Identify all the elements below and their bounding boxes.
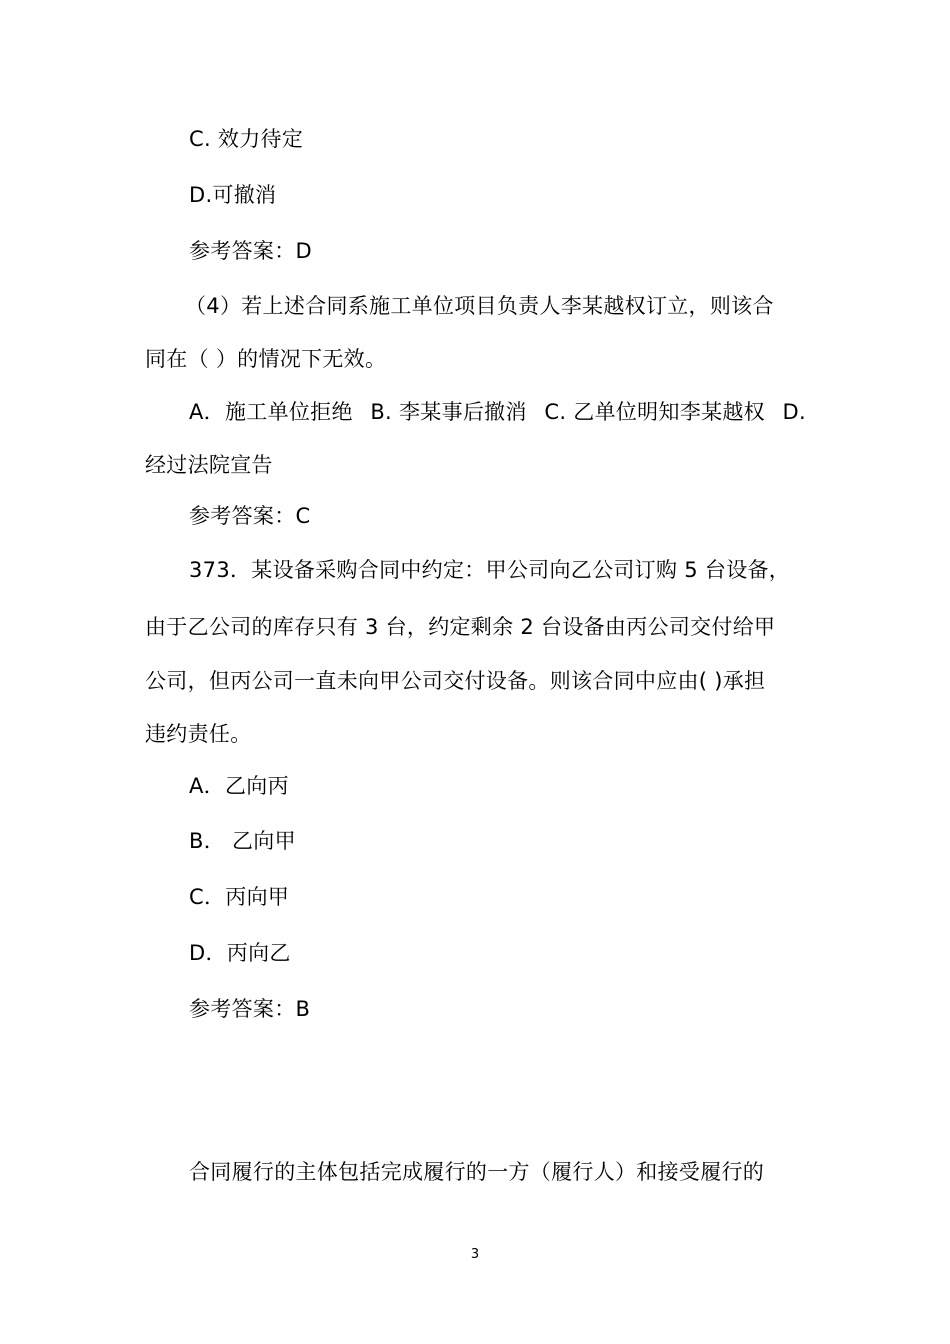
closing-paragraph: 合同履行的主体包括完成履行的一方（履行人）和接受履行的 xyxy=(189,1160,765,1184)
question-4-line-1: （4）若上述合同系施工单位项目负责人李某越权订立，则该合 xyxy=(185,294,774,318)
question-4-line-2: 同在（ ）的情况下无效。 xyxy=(145,347,387,371)
question-373-answer: 参考答案：B xyxy=(189,997,311,1021)
question-373-line-2: 由于乙公司的库存只有 3 台，约定剩余 2 台设备由丙公司交付给甲 xyxy=(145,615,776,639)
question-373-option-c: C．丙向甲 xyxy=(189,885,290,909)
question-4-option-c: C. 乙单位明知李某越权 xyxy=(544,400,765,424)
question-373-option-d: D．丙向乙 xyxy=(189,941,291,965)
question-4-option-b: B. 李某事后撤消 xyxy=(370,400,527,424)
question-373-option-b: B． 乙向甲 xyxy=(189,829,296,853)
option-d-prev: D.可撤消 xyxy=(189,183,277,207)
question-4-answer: 参考答案：C xyxy=(189,504,311,528)
question-4-option-a: A．施工单位拒绝 xyxy=(189,400,353,424)
question-4-option-d: D. xyxy=(782,400,806,424)
question-373-line-4: 违约责任。 xyxy=(145,722,252,746)
question-4-options-line-1 xyxy=(189,399,806,425)
question-373-line-3: 公司，但丙公司一直未向甲公司交付设备。则该合同中应由( )承担 xyxy=(145,669,766,693)
option-c-prev: C. 效力待定 xyxy=(189,127,304,151)
question-373-option-a: A．乙向丙 xyxy=(189,774,289,798)
page-number: 3 xyxy=(470,1247,480,1262)
question-373-line-1: 373．某设备采购合同中约定：甲公司向乙公司订购 5 台设备， xyxy=(189,558,791,582)
answer-prev: 参考答案：D xyxy=(189,239,312,263)
question-4-options-line-2: 经过法院宣告 xyxy=(145,453,273,477)
